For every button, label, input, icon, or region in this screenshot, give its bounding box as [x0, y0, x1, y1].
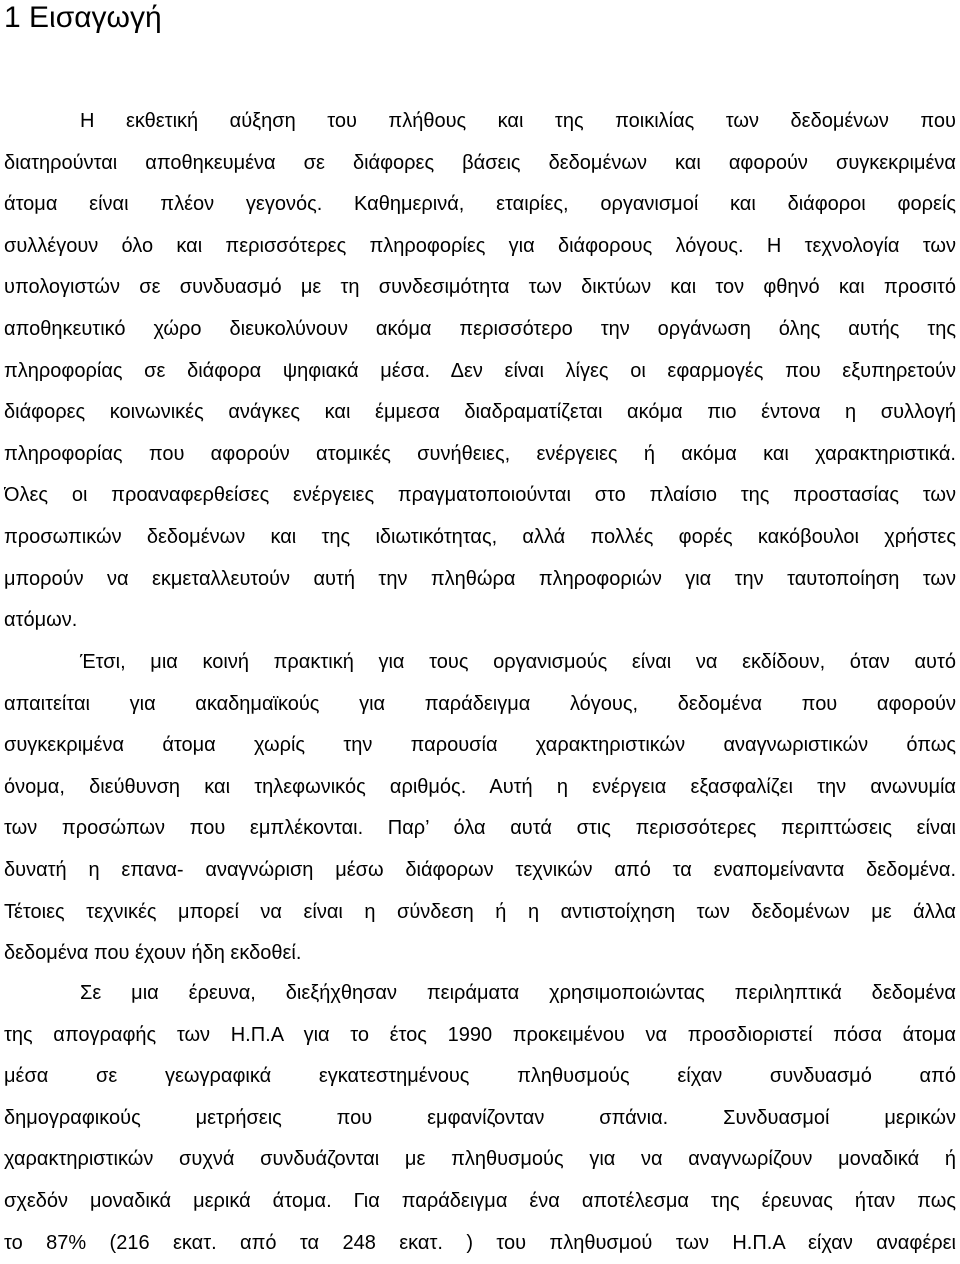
text-line: το 87% (216 εκατ. από τα 248 εκατ. ) του πληθυσμού των Η.Π.Α είχαν αναφέρει [4, 1231, 956, 1254]
text-line: όνομα, διεύθυνση και τηλεφωνικός αριθμός. Αυτή η ενέργεια εξασφαλίζει την ανωνυμία [4, 775, 956, 798]
text-line: Όλες οι προαναφερθείσες ενέργειες πραγματοποιούνται στο πλαίσιο της προστασίας των [4, 484, 956, 507]
section-heading: 1 Εισαγωγή [4, 1, 162, 34]
text-line: μέσα σε γεωγραφικά εγκατεστημένους πληθυσμούς είχαν συνδυασμό από [4, 1065, 956, 1088]
text-line: υπολογιστών σε συνδυασμό με τη συνδεσιμότητα των δικτύων και τον φθηνό και προσιτό [4, 276, 956, 299]
text-line: συγκεκριμένα άτομα χωρίς την παρουσία χαρακτηριστικών αναγνωριστικών όπως [4, 734, 956, 757]
text-line: απαιτείται για ακαδημαϊκούς για παράδειγμα λόγους, δεδομένα που αφορούν [4, 692, 956, 715]
text-line: μπορούν να εκμεταλλευτούν αυτή την πληθώρα πληροφοριών για την ταυτοποίηση των [4, 567, 956, 590]
text-line: δυνατή η επανα- αναγνώριση μέσω διάφορων τεχνικών από τα εναπομείναντα δεδομένα. [4, 858, 956, 881]
paragraph-census-study [4, 973, 956, 1264]
text-line: Τέτοιες τεχνικές μπορεί να είναι η σύνδεση ή η αντιστοίχηση των δεδομένων με άλλα [4, 900, 956, 923]
text-line: συλλέγουν όλο και περισσότερες πληροφορίες για διάφορους λόγους. Η τεχνολογία των [4, 234, 956, 257]
text-line: Η εκθετική αύξηση του πλήθους και της ποικιλίας των δεδομένων που [80, 110, 956, 132]
text-line: των προσώπων που εμπλέκονται. Παρ’ όλα αυτά στις περισσότερες περιπτώσεις είναι [4, 817, 956, 840]
paragraph-intro [4, 101, 956, 642]
text-line: αποθηκευτικό χώρο διευκολύνουν ακόμα περισσότερο την οργάνωση όλης αυτής της [4, 317, 956, 340]
text-line: χαρακτηριστικών συχνά συνδυάζονται με πληθυσμούς για να αναγνωρίζουν μοναδικά ή [4, 1148, 956, 1171]
text-line: δεδομένα που έχουν ήδη εκδοθεί. [4, 942, 302, 965]
text-line: πληροφορίας που αφορούν ατομικές συνήθειες, ενέργειες ή ακόμα και χαρακτηριστικά. [4, 442, 956, 465]
text-line: πληροφορίας σε διάφορα ψηφιακά μέσα. Δεν είναι λίγες οι εφαρμογές που εξυπηρετούν [4, 359, 956, 382]
text-line: Έτσι, μια κοινή πρακτική για τους οργανισμούς είναι να εκδίδουν, όταν αυτό [80, 651, 956, 673]
text-line: ατόμων. [4, 609, 78, 632]
text-line: δημογραφικούς μετρήσεις που εμφανίζονταν σπάνια. Συνδυασμοί μερικών [4, 1106, 956, 1129]
text-line: άτομα είναι πλέον γεγονός. Καθημερινά, εταιρίες, οργανισμοί και διάφοροι φορείς [4, 193, 956, 216]
text-line: της απογραφής των Η.Π.Α για το έτος 1990 προκειμένου να προσδιοριστεί πόσα άτομα [4, 1023, 956, 1046]
text-line: σχεδόν μοναδικά μερικά άτομα. Για παράδειγμα ένα αποτέλεσμα της έρευνας ήταν πως [4, 1189, 956, 1212]
text-line: διατηρούνται αποθηκευμένα σε διάφορες βάσεις δεδομένων και αφορούν συγκεκριμένα [4, 151, 956, 174]
text-line: διάφορες κοινωνικές ανάγκες και έμμεσα διαδραματίζεται ακόμα πιο έντονα η συλλογή [4, 401, 956, 424]
text-line: Σε μια έρευνα, διεξήχθησαν πειράματα χρησιμοποιώντας περιληπτικά δεδομένα [80, 982, 956, 1004]
paragraph-anonymization [4, 642, 956, 975]
text-line: προσωπικών δεδομένων και της ιδιωτικότητας, αλλά πολλές φορές κακόβουλοι χρήστες [4, 525, 956, 548]
